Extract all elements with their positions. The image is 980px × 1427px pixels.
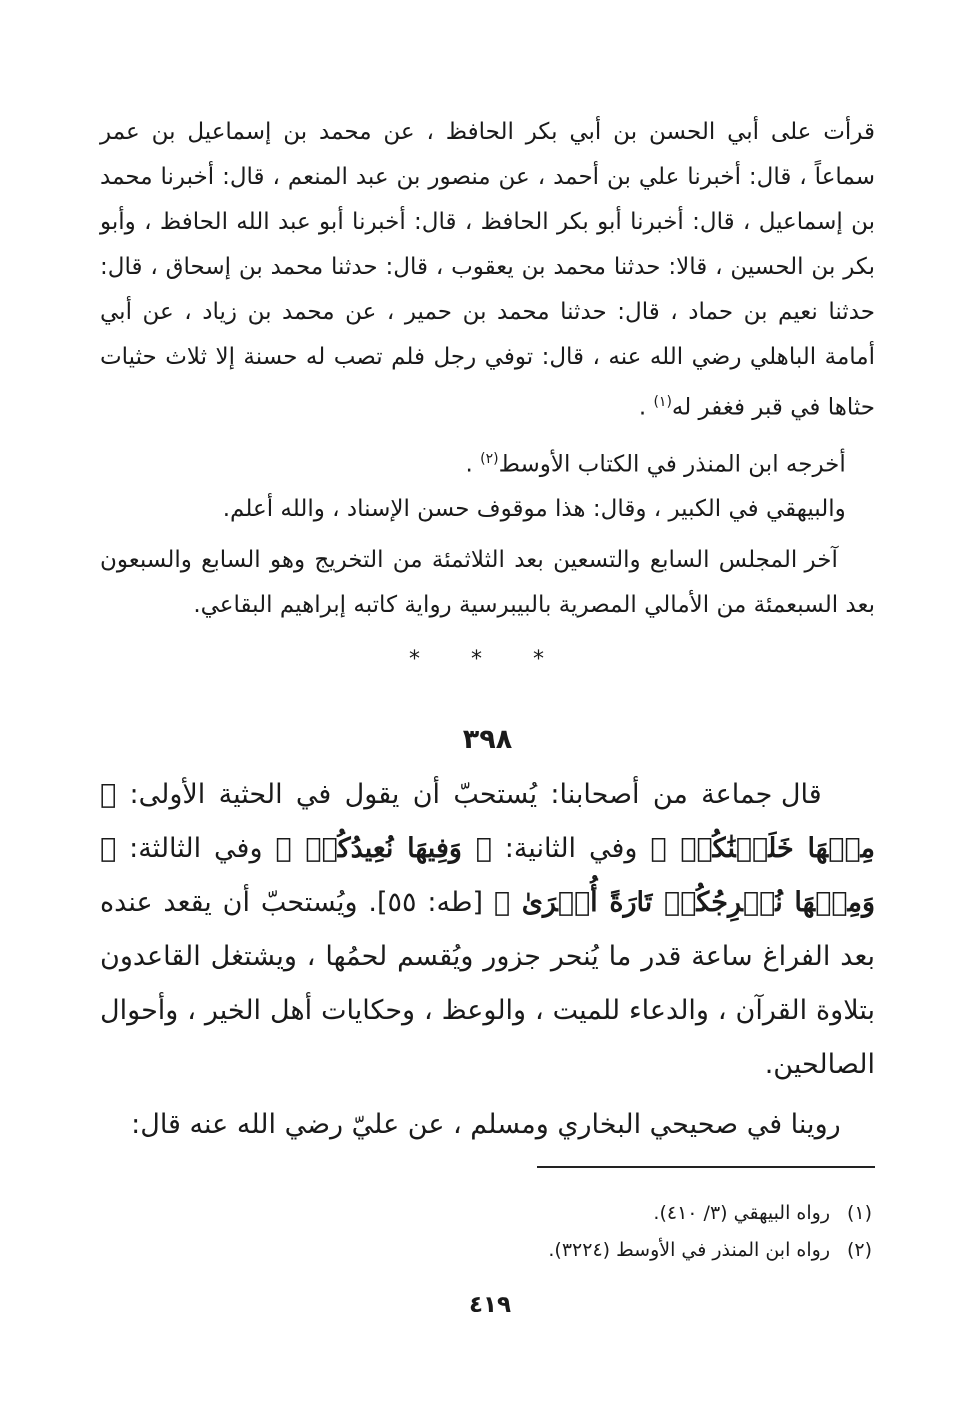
ali-narration-paragraph	[100, 1098, 875, 1152]
section-number: ٣٩٨	[462, 724, 513, 756]
hadith-chain-text: قرأت على أبي الحسن بن أبي بكر الحافظ ، عن محمد بن إسماعيل بن عمر سماعاً ، قال: أخبرنا علي بن أحمد ، عن منصور بن عبد المنعم ، قال: أخبرنا محمد بن إسماعيل ، قال: أخبرنا أبو بكر الحافظ ، قال: أخبرنا أبو عبد الله الحافظ ، وأبو بكر بن الحسين ، قالا: حدثنا محمد بن يعقوب ، قال: حدثنا محمد بن إسحاق ، قال: حدثنا نعيم بن حماد ، قال: حدثنا محمد بن حمير ، عن محمد بن زياد ، عن أبي أمامة الباهلي رضي الله عنه ، قال: توفي رجل فلم تصب له حسنة إلا ثلاث حثيات حثاها في قبر فغفر له	[100, 119, 875, 421]
quran-verse-1: ﴿ مِنۡهَا خَلَقۡنَٰكُمۡ ﴾	[100, 779, 875, 865]
burial-text-b: وفي الثانية:	[491, 833, 651, 865]
burial-paragraph	[100, 768, 875, 1092]
takhrij-paragraph	[100, 437, 875, 488]
footnote-1	[372, 1195, 872, 1232]
page-number: ٤١٩	[468, 1292, 512, 1318]
hadith-chain-end: .	[638, 394, 647, 421]
burial-text-d: [طه: ٥٥]. ويُستحبّ أن يقعد عنده بعد الفراغ ساعة قدر ما يُنحر جزور ويُقسم لحمُها ، ويشتغل القاعدون بتلاوة القرآن ، والدعاء للميت ، والوعظ ، وحكايات أهل الخير ، وأحوال الصالحين.	[100, 887, 875, 1081]
quran-verse-3: ﴿ وَمِنۡهَا نُخۡرِجُكُمۡ تَارَةً أُخۡرَىٰ ﴾	[100, 833, 876, 919]
footnotes	[372, 1195, 872, 1269]
burial-text-c: وفي الثالثة:	[116, 833, 276, 865]
takhrij-end: .	[465, 451, 473, 478]
footnote-ref-1[interactable]: (١)	[653, 394, 672, 410]
bayhaqi-paragraph	[100, 487, 875, 532]
takhrij-text: أخرجه ابن المنذر في الكتاب الأوسط	[498, 451, 846, 478]
quran-verse-2: ﴿ وَفِيهَا نُعِيدُكُمۡ ﴾	[275, 833, 492, 865]
footnote-text: رواه البيهقي (٣/ ٤١٠).	[653, 1202, 830, 1224]
footnote-number: (١)	[846, 1202, 872, 1224]
colophon-text: آخر المجلس السابع والتسعين بعد الثلاثمئة من التخريج وهو السابع والسبعون بعد السبعمئة من الأمالي المصرية بالبيبرسية رواية كاتبه إبراهيم البقاعي.	[100, 547, 875, 619]
footnote-text: رواه ابن المنذر في الأوسط (٣٢٢٤).	[548, 1239, 830, 1261]
page-body	[100, 110, 875, 1152]
burial-text-a: قال جماعة من أصحابنا: يُستحبّ أن يقول في الحثية الأولى:	[116, 779, 822, 811]
bayhaqi-text: والبيهقي في الكبير ، وقال: هذا موقوف حسن الإسناد ، والله أعلم.	[222, 496, 846, 523]
footnote-2	[372, 1232, 872, 1269]
section-separator: * * *	[409, 647, 566, 673]
ali-narration-text: روينا في صحيحي البخاري ومسلم ، عن عليّ رضي الله عنه قال:	[131, 1109, 841, 1141]
footnote-divider	[537, 1166, 875, 1168]
hadith-chain-paragraph	[100, 110, 875, 431]
footnote-number: (٢)	[846, 1239, 872, 1261]
colophon-paragraph	[100, 538, 875, 628]
footnote-ref-2[interactable]: (٢)	[480, 450, 499, 467]
